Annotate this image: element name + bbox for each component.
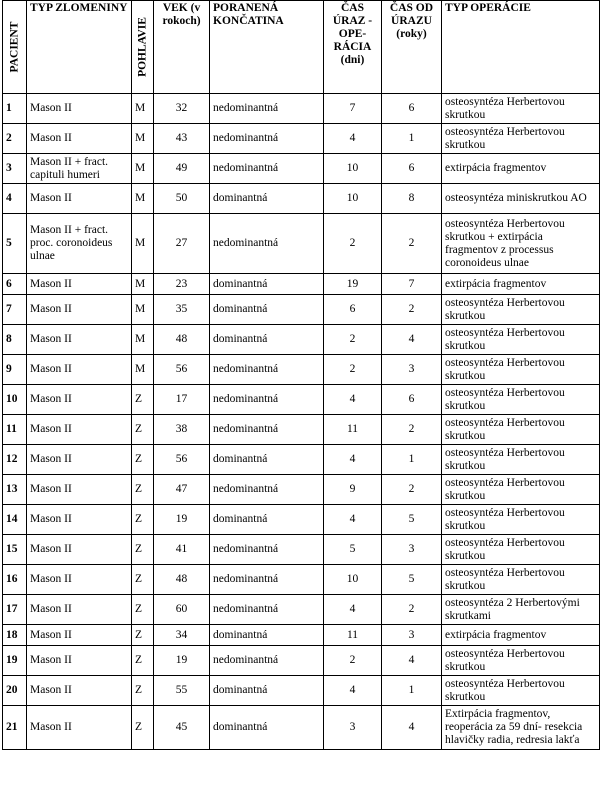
cell-typ-operacie: extirpácia fragmentov bbox=[442, 625, 600, 646]
cell-typ-operacie: osteosyntéza 2 Herbertovými skrutkami bbox=[442, 595, 600, 625]
cell-cas-od-urazu: 3 bbox=[382, 355, 442, 385]
table-row bbox=[3, 646, 600, 676]
cell-vek: 35 bbox=[154, 295, 210, 325]
cell-pohlavie: M bbox=[132, 355, 154, 385]
cell-koncatina: dominantná bbox=[210, 295, 324, 325]
cell-typ-zlomeniny: Mason II bbox=[27, 325, 132, 355]
cell-pohlavie: Z bbox=[132, 415, 154, 445]
cell-koncatina: nedominantná bbox=[210, 646, 324, 676]
cell-typ-zlomeniny: Mason II bbox=[27, 706, 132, 750]
table-row bbox=[3, 214, 600, 274]
cell-typ-operacie: osteosyntéza Herbertovou skrutkou bbox=[442, 295, 600, 325]
cell-cas-od-urazu: 5 bbox=[382, 565, 442, 595]
cell-koncatina: dominantná bbox=[210, 445, 324, 475]
cell-cas-od-urazu: 1 bbox=[382, 445, 442, 475]
cell-cas-uraz-operacia: 10 bbox=[324, 184, 382, 214]
cell-pohlavie: Z bbox=[132, 595, 154, 625]
cell-cas-uraz-operacia: 2 bbox=[324, 214, 382, 274]
cell-pohlavie: M bbox=[132, 154, 154, 184]
cell-pacient: 6 bbox=[3, 274, 27, 295]
cell-pohlavie: Z bbox=[132, 505, 154, 535]
cell-cas-uraz-operacia: 2 bbox=[324, 355, 382, 385]
cell-cas-uraz-operacia: 5 bbox=[324, 535, 382, 565]
cell-typ-zlomeniny: Mason II bbox=[27, 355, 132, 385]
cell-cas-od-urazu: 1 bbox=[382, 124, 442, 154]
cell-koncatina: nedominantná bbox=[210, 565, 324, 595]
cell-cas-uraz-operacia: 4 bbox=[324, 385, 382, 415]
cell-cas-od-urazu: 1 bbox=[382, 676, 442, 706]
cell-cas-uraz-operacia: 2 bbox=[324, 646, 382, 676]
cell-koncatina: dominantná bbox=[210, 274, 324, 295]
cell-pacient: 4 bbox=[3, 184, 27, 214]
cell-vek: 48 bbox=[154, 565, 210, 595]
cell-pacient: 17 bbox=[3, 595, 27, 625]
cell-vek: 23 bbox=[154, 274, 210, 295]
table-row bbox=[3, 325, 600, 355]
table-row bbox=[3, 124, 600, 154]
cell-typ-operacie: extirpácia fragmentov bbox=[442, 154, 600, 184]
cell-pohlavie: M bbox=[132, 214, 154, 274]
cell-vek: 56 bbox=[154, 355, 210, 385]
cell-typ-zlomeniny: Mason II bbox=[27, 295, 132, 325]
cell-pohlavie: Z bbox=[132, 706, 154, 750]
cell-vek: 45 bbox=[154, 706, 210, 750]
cell-vek: 34 bbox=[154, 625, 210, 646]
cell-koncatina: dominantná bbox=[210, 625, 324, 646]
cell-pohlavie: Z bbox=[132, 625, 154, 646]
cell-vek: 55 bbox=[154, 676, 210, 706]
cell-koncatina: nedominantná bbox=[210, 154, 324, 184]
cell-cas-uraz-operacia: 11 bbox=[324, 625, 382, 646]
table-row bbox=[3, 154, 600, 184]
cell-typ-operacie: osteosyntéza Herbertovou skrutkou + extirpácia fragmentov z processus coronoideus ulnae bbox=[442, 214, 600, 274]
cell-pohlavie: Z bbox=[132, 475, 154, 505]
cell-cas-uraz-operacia: 7 bbox=[324, 94, 382, 124]
cell-typ-zlomeniny: Mason II + fract. capituli humeri bbox=[27, 154, 132, 184]
table-row bbox=[3, 475, 600, 505]
cell-cas-od-urazu: 3 bbox=[382, 625, 442, 646]
cell-pohlavie: Z bbox=[132, 385, 154, 415]
table-row bbox=[3, 676, 600, 706]
cell-cas-od-urazu: 6 bbox=[382, 154, 442, 184]
cell-koncatina: dominantná bbox=[210, 325, 324, 355]
cell-pohlavie: M bbox=[132, 295, 154, 325]
cell-koncatina: nedominantná bbox=[210, 124, 324, 154]
cell-typ-operacie: osteosyntéza Herbertovou skrutkou bbox=[442, 385, 600, 415]
cell-typ-zlomeniny: Mason II bbox=[27, 625, 132, 646]
cell-pacient: 18 bbox=[3, 625, 27, 646]
cell-typ-zlomeniny: Mason II bbox=[27, 124, 132, 154]
table-row bbox=[3, 385, 600, 415]
cell-cas-od-urazu: 2 bbox=[382, 595, 442, 625]
cell-pohlavie: Z bbox=[132, 565, 154, 595]
cell-cas-od-urazu: 3 bbox=[382, 535, 442, 565]
cell-cas-od-urazu: 7 bbox=[382, 274, 442, 295]
cell-koncatina: nedominantná bbox=[210, 214, 324, 274]
cell-pacient: 5 bbox=[3, 214, 27, 274]
table-row bbox=[3, 535, 600, 565]
cell-vek: 38 bbox=[154, 415, 210, 445]
cell-vek: 47 bbox=[154, 475, 210, 505]
cell-typ-operacie: extirpácia fragmentov bbox=[442, 274, 600, 295]
table-row bbox=[3, 184, 600, 214]
cell-typ-operacie: osteosyntéza Herbertovou skrutkou bbox=[442, 94, 600, 124]
cell-vek: 48 bbox=[154, 325, 210, 355]
cell-typ-zlomeniny: Mason II bbox=[27, 475, 132, 505]
header-pacient-label: PACIENT bbox=[8, 21, 20, 73]
table-body bbox=[3, 94, 600, 750]
header-pohlavie-label: POHLAVIE bbox=[136, 17, 148, 77]
cell-cas-uraz-operacia: 6 bbox=[324, 295, 382, 325]
cell-typ-operacie: osteosyntéza Herbertovou skrutkou bbox=[442, 535, 600, 565]
cell-vek: 60 bbox=[154, 595, 210, 625]
header-cas-uraz-operacia: ČAS ÚRAZ - OPE-RÁCIA (dni) bbox=[324, 1, 382, 94]
cell-typ-zlomeniny: Mason II bbox=[27, 646, 132, 676]
cell-pacient: 3 bbox=[3, 154, 27, 184]
cell-typ-zlomeniny: Mason II bbox=[27, 565, 132, 595]
cell-vek: 27 bbox=[154, 214, 210, 274]
cell-typ-zlomeniny: Mason II bbox=[27, 535, 132, 565]
cell-koncatina: nedominantná bbox=[210, 475, 324, 505]
cell-pacient: 10 bbox=[3, 385, 27, 415]
cell-typ-operacie: osteosyntéza Herbertovou skrutkou bbox=[442, 445, 600, 475]
cell-pacient: 1 bbox=[3, 94, 27, 124]
cell-koncatina: nedominantná bbox=[210, 355, 324, 385]
cell-koncatina: nedominantná bbox=[210, 385, 324, 415]
cell-cas-od-urazu: 8 bbox=[382, 184, 442, 214]
cell-pacient: 20 bbox=[3, 676, 27, 706]
cell-cas-od-urazu: 5 bbox=[382, 505, 442, 535]
table-row bbox=[3, 274, 600, 295]
cell-pacient: 11 bbox=[3, 415, 27, 445]
cell-typ-zlomeniny: Mason II bbox=[27, 595, 132, 625]
cell-pohlavie: M bbox=[132, 184, 154, 214]
cell-cas-uraz-operacia: 3 bbox=[324, 706, 382, 750]
cell-cas-uraz-operacia: 10 bbox=[324, 154, 382, 184]
cell-typ-operacie: osteosyntéza Herbertovou skrutkou bbox=[442, 355, 600, 385]
cell-typ-operacie: osteosyntéza Herbertovou skrutkou bbox=[442, 565, 600, 595]
cell-koncatina: nedominantná bbox=[210, 595, 324, 625]
table-row bbox=[3, 595, 600, 625]
header-typ-operacie: TYP OPERÁCIE bbox=[442, 1, 600, 94]
cell-vek: 56 bbox=[154, 445, 210, 475]
header-typ-zlomeniny: TYP ZLOMENINY bbox=[27, 1, 132, 94]
cell-pohlavie: Z bbox=[132, 445, 154, 475]
cell-cas-od-urazu: 2 bbox=[382, 415, 442, 445]
cell-cas-uraz-operacia: 4 bbox=[324, 124, 382, 154]
cell-vek: 32 bbox=[154, 94, 210, 124]
cell-typ-operacie: osteosyntéza Herbertovou skrutkou bbox=[442, 646, 600, 676]
cell-cas-od-urazu: 6 bbox=[382, 385, 442, 415]
cell-koncatina: dominantná bbox=[210, 184, 324, 214]
cell-cas-od-urazu: 2 bbox=[382, 295, 442, 325]
cell-pacient: 13 bbox=[3, 475, 27, 505]
cell-typ-zlomeniny: Mason II bbox=[27, 445, 132, 475]
cell-cas-uraz-operacia: 11 bbox=[324, 415, 382, 445]
cell-pohlavie: Z bbox=[132, 676, 154, 706]
cell-pohlavie: M bbox=[132, 325, 154, 355]
cell-cas-uraz-operacia: 19 bbox=[324, 274, 382, 295]
cell-typ-operacie: osteosyntéza Herbertovou skrutkou bbox=[442, 325, 600, 355]
cell-cas-uraz-operacia: 2 bbox=[324, 325, 382, 355]
cell-cas-uraz-operacia: 4 bbox=[324, 445, 382, 475]
cell-cas-uraz-operacia: 4 bbox=[324, 595, 382, 625]
cell-pacient: 19 bbox=[3, 646, 27, 676]
cell-pohlavie: Z bbox=[132, 646, 154, 676]
table-row bbox=[3, 355, 600, 385]
header-poranena-koncatina: PORANENÁ KONČATINA bbox=[210, 1, 324, 94]
cell-pacient: 15 bbox=[3, 535, 27, 565]
header-pohlavie bbox=[132, 1, 154, 94]
cell-vek: 19 bbox=[154, 505, 210, 535]
cell-typ-operacie: osteosyntéza Herbertovou skrutkou bbox=[442, 475, 600, 505]
cell-vek: 50 bbox=[154, 184, 210, 214]
cell-cas-od-urazu: 4 bbox=[382, 646, 442, 676]
cell-typ-zlomeniny: Mason II bbox=[27, 505, 132, 535]
cell-cas-uraz-operacia: 10 bbox=[324, 565, 382, 595]
cell-typ-zlomeniny: Mason II + fract. proc. coronoideus ulnae bbox=[27, 214, 132, 274]
table-header-row bbox=[3, 1, 600, 94]
cell-koncatina: nedominantná bbox=[210, 415, 324, 445]
cell-cas-od-urazu: 4 bbox=[382, 706, 442, 750]
cell-pohlavie: Z bbox=[132, 535, 154, 565]
cell-pacient: 12 bbox=[3, 445, 27, 475]
cell-pacient: 7 bbox=[3, 295, 27, 325]
cell-typ-operacie: osteosyntéza miniskrutkou AO bbox=[442, 184, 600, 214]
cell-cas-uraz-operacia: 9 bbox=[324, 475, 382, 505]
cell-pacient: 21 bbox=[3, 706, 27, 750]
cell-typ-operacie: osteosyntéza Herbertovou skrutkou bbox=[442, 505, 600, 535]
cell-vek: 19 bbox=[154, 646, 210, 676]
table-row bbox=[3, 94, 600, 124]
cell-vek: 43 bbox=[154, 124, 210, 154]
cell-cas-od-urazu: 2 bbox=[382, 475, 442, 505]
cell-cas-uraz-operacia: 4 bbox=[324, 505, 382, 535]
cell-typ-zlomeniny: Mason II bbox=[27, 184, 132, 214]
cell-vek: 41 bbox=[154, 535, 210, 565]
cell-pacient: 8 bbox=[3, 325, 27, 355]
table-row bbox=[3, 565, 600, 595]
cell-typ-zlomeniny: Mason II bbox=[27, 676, 132, 706]
cell-vek: 17 bbox=[154, 385, 210, 415]
cell-pacient: 2 bbox=[3, 124, 27, 154]
header-pacient bbox=[3, 1, 27, 94]
table-row bbox=[3, 706, 600, 750]
header-cas-od-urazu: ČAS OD ÚRAZU (roky) bbox=[382, 1, 442, 94]
cell-pohlavie: M bbox=[132, 94, 154, 124]
cell-pacient: 9 bbox=[3, 355, 27, 385]
table-row bbox=[3, 445, 600, 475]
cell-koncatina: nedominantná bbox=[210, 535, 324, 565]
cell-cas-uraz-operacia: 4 bbox=[324, 676, 382, 706]
table-row bbox=[3, 505, 600, 535]
cell-koncatina: dominantná bbox=[210, 706, 324, 750]
cell-koncatina: dominantná bbox=[210, 676, 324, 706]
cell-pohlavie: M bbox=[132, 274, 154, 295]
cell-typ-zlomeniny: Mason II bbox=[27, 94, 132, 124]
cell-cas-od-urazu: 4 bbox=[382, 325, 442, 355]
cell-typ-operacie: Extirpácia fragmentov, reoperácia za 59 dní- resekcia hlavičky radia, redresia lakťa bbox=[442, 706, 600, 750]
cell-koncatina: nedominantná bbox=[210, 94, 324, 124]
cell-pacient: 14 bbox=[3, 505, 27, 535]
cell-typ-operacie: osteosyntéza Herbertovou skrutkou bbox=[442, 676, 600, 706]
cell-cas-od-urazu: 6 bbox=[382, 94, 442, 124]
cell-pacient: 16 bbox=[3, 565, 27, 595]
cell-typ-zlomeniny: Mason II bbox=[27, 415, 132, 445]
cell-typ-zlomeniny: Mason II bbox=[27, 274, 132, 295]
cell-typ-zlomeniny: Mason II bbox=[27, 385, 132, 415]
cell-cas-od-urazu: 2 bbox=[382, 214, 442, 274]
header-vek: VEK (v rokoch) bbox=[154, 1, 210, 94]
table-row bbox=[3, 415, 600, 445]
patients-table bbox=[2, 0, 600, 750]
table-row bbox=[3, 295, 600, 325]
cell-pohlavie: M bbox=[132, 124, 154, 154]
cell-vek: 49 bbox=[154, 154, 210, 184]
cell-typ-operacie: osteosyntéza Herbertovou skrutkou bbox=[442, 124, 600, 154]
cell-typ-operacie: osteosyntéza Herbertovou skrutkou bbox=[442, 415, 600, 445]
cell-koncatina: dominantná bbox=[210, 505, 324, 535]
table-row bbox=[3, 625, 600, 646]
